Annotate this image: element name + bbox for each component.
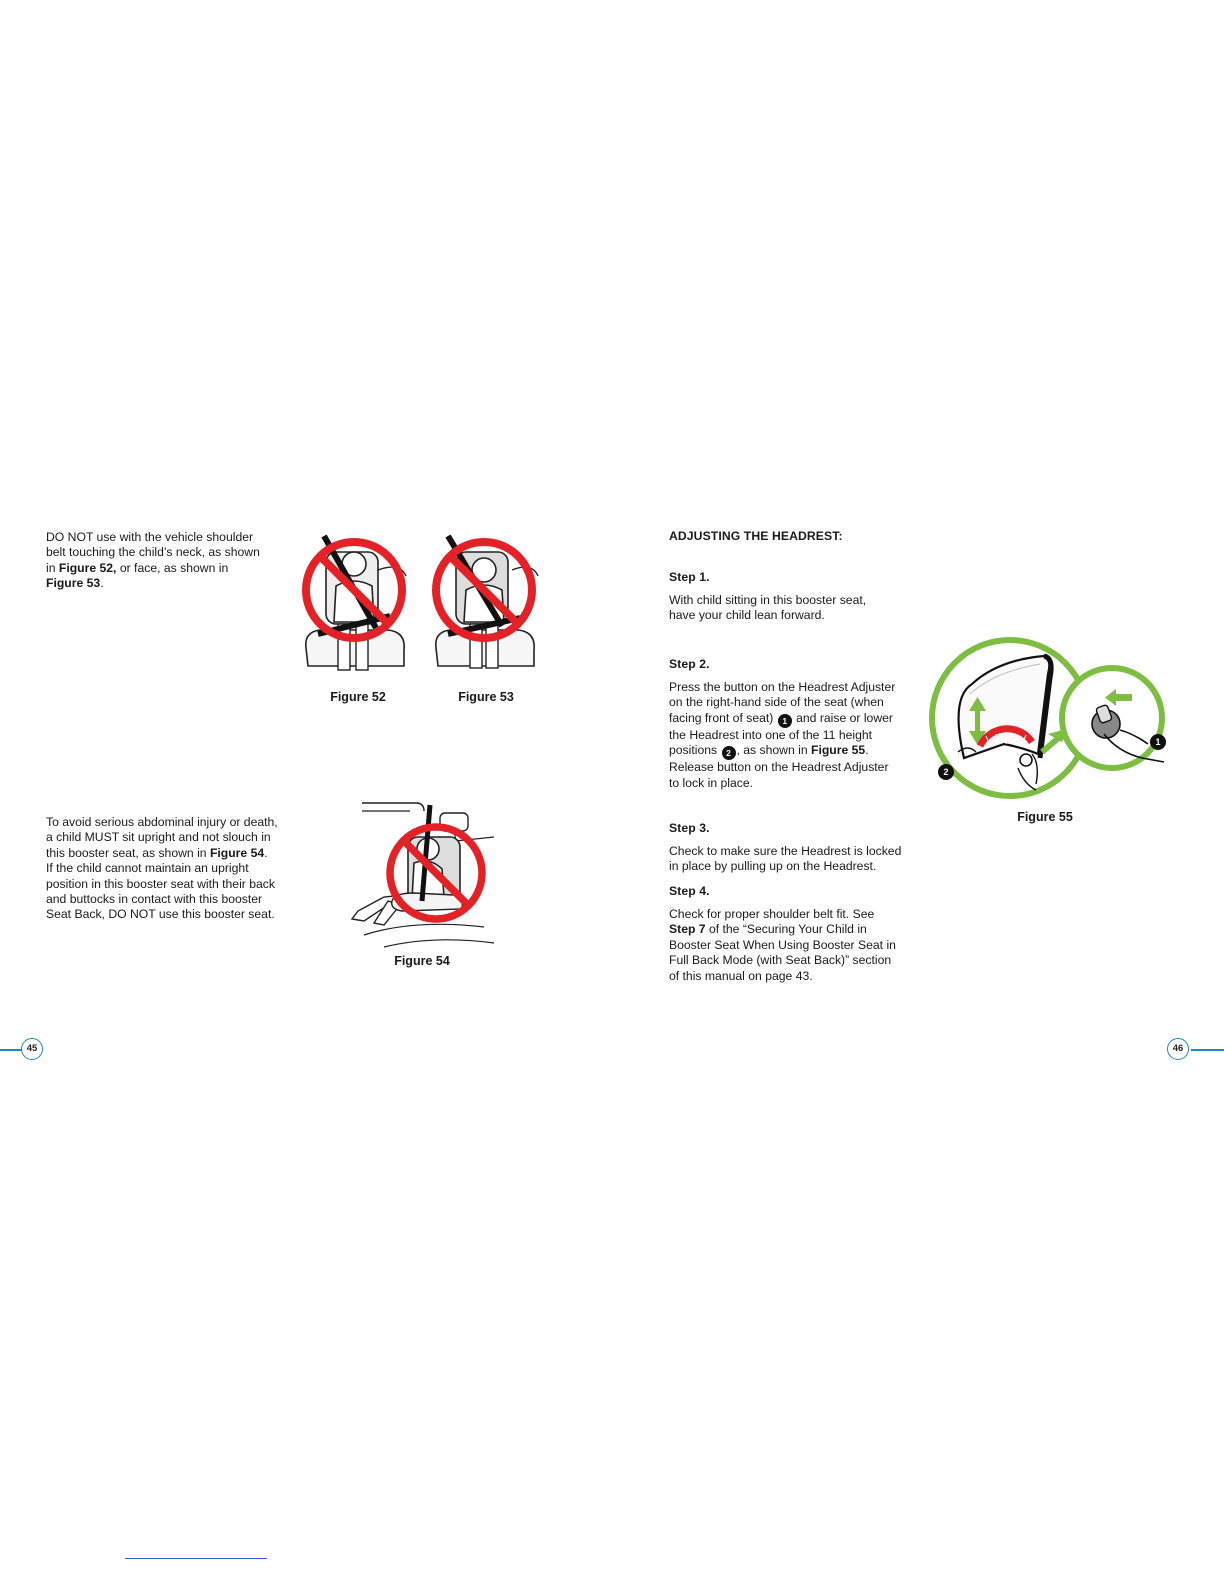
figure-reference: Figure 52,	[58, 560, 117, 575]
text-line: If the child cannot maintain an upright	[46, 861, 249, 876]
figure-53-caption: Figure 53	[458, 690, 514, 704]
text-line: Release button on the Headrest Adjuster	[669, 760, 889, 775]
text-line: Press the button on the Headrest Adjuster	[669, 680, 896, 694]
step-1-title: Step 1.	[669, 570, 710, 584]
section-heading: ADJUSTING THE HEADREST:	[669, 529, 843, 543]
figure-55-caption: Figure 55	[1017, 810, 1073, 824]
figure-54-illustration	[344, 797, 499, 955]
text-fragment: .	[264, 845, 268, 860]
page-edge-line	[1191, 1049, 1224, 1051]
step-2-text	[669, 680, 914, 791]
text-line: have your child lean forward.	[669, 608, 825, 623]
text-line: Booster Seat When Using Booster Seat in	[669, 937, 896, 952]
figure-54-caption: Figure 54	[394, 954, 450, 968]
figure-reference: Figure 55	[811, 743, 866, 758]
text-line: Check for proper shoulder belt fit. See	[669, 907, 875, 921]
text-line: With child sitting in this booster seat,	[669, 593, 867, 607]
text-line: To avoid serious abdominal injury or death,	[46, 815, 278, 829]
text-line: and buttocks in contact with this booster	[46, 892, 263, 907]
text-line: the Headrest into one of the 11 height	[669, 727, 873, 742]
figure-52-caption: Figure 52	[330, 690, 386, 704]
text-fragment: this booster seat, as shown in	[46, 845, 210, 860]
text-fragment: positions	[669, 743, 721, 758]
neck-warning-paragraph	[46, 530, 286, 592]
text-fragment: .	[865, 743, 869, 758]
text-line: DO NOT use with the vehicle shoulder	[46, 530, 254, 544]
text-fragment: .	[100, 576, 104, 591]
figure-53-illustration	[428, 530, 546, 682]
page-number-badge: 46	[1167, 1038, 1189, 1060]
step-4-text	[669, 907, 914, 984]
figure-reference: Figure 54	[209, 845, 265, 860]
step-2-title: Step 2.	[669, 657, 710, 671]
slouch-warning-paragraph	[46, 815, 291, 923]
step-1-text	[669, 593, 909, 624]
text-fragment: facing front of seat)	[669, 710, 777, 725]
text-line: in place by pulling up on the Headrest.	[669, 859, 877, 874]
text-line: of this manual on page 43.	[669, 968, 813, 983]
text-line: Full Back Mode (with Seat Back)” section	[669, 953, 892, 968]
text-line: position in this booster seat with their back	[46, 876, 275, 891]
callout-badge-2: 2	[722, 746, 736, 760]
callout-badge-1: 1	[778, 714, 792, 728]
text-fragment: of the “Securing Your Child in	[705, 922, 867, 937]
figure-reference: Figure 53	[46, 576, 101, 591]
text-line: a child MUST sit upright and not slouch in	[46, 830, 271, 845]
step-reference: Step 7	[669, 922, 706, 937]
step-3-text	[669, 844, 914, 875]
figure-52-illustration	[298, 530, 416, 682]
text-fragment: in	[46, 560, 59, 575]
text-fragment: or face, as shown in	[116, 560, 229, 575]
text-line: belt touching the child’s neck, as shown	[46, 545, 260, 560]
step-4-title: Step 4.	[669, 884, 710, 898]
step-3-title: Step 3.	[669, 821, 710, 835]
text-line: Seat Back, DO NOT use this booster seat.	[46, 907, 275, 922]
text-fragment: and raise or lower	[792, 710, 893, 725]
bottom-rule	[125, 1558, 267, 1559]
figure-55-illustration	[928, 634, 1170, 802]
text-fragment: , as shown in	[736, 743, 812, 758]
text-line: Check to make sure the Headrest is locked	[669, 844, 902, 858]
figure-55-callout-1: 1	[1155, 737, 1161, 747]
page-number-badge: 45	[21, 1038, 43, 1060]
text-line: on the right-hand side of the seat (when	[669, 695, 884, 710]
text-line: to lock in place.	[669, 775, 754, 790]
figure-55-callout-2: 2	[943, 767, 949, 777]
page-edge-line	[0, 1049, 22, 1051]
